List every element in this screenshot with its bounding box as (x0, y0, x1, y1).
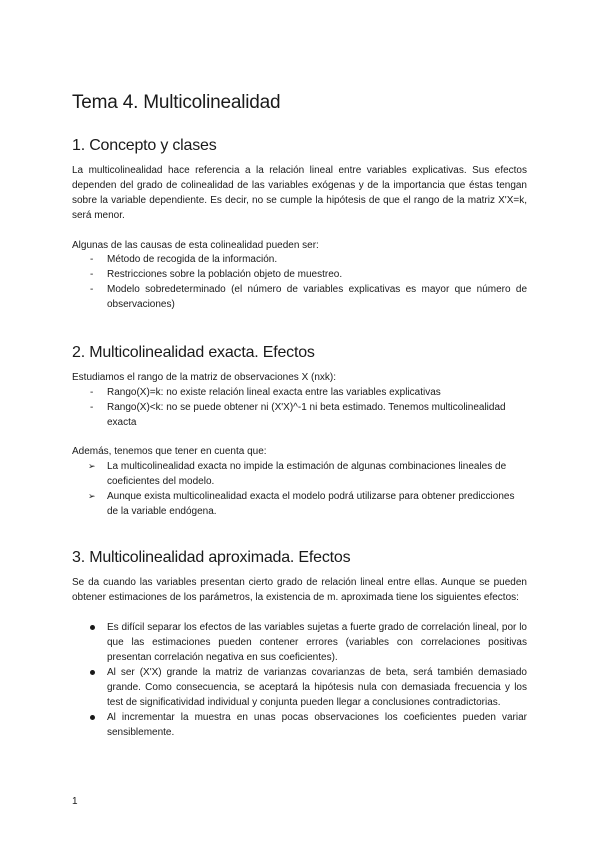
dash-marker: - (90, 402, 94, 413)
arrow-bullet-icon: ➢ (88, 491, 96, 501)
dash-marker: - (90, 387, 94, 398)
bullet-icon (90, 715, 95, 720)
section-2-heading: 2. Multicolinealidad exacta. Efectos (72, 344, 315, 361)
dash-marker: - (90, 254, 94, 265)
list-item: - Restricciones sobre la población objeto de muestreo. (90, 269, 343, 280)
bullet-icon (90, 670, 95, 675)
section-1-heading: 1. Concepto y clases (72, 137, 217, 154)
section-3-effects-list (107, 620, 527, 740)
page-title: Tema 4. Multicolinealidad (72, 92, 281, 113)
list-item: - Rango(X)=k: no existe relación lineal exacta entre las variables explicativas (90, 387, 441, 398)
list-item: - Rango(X)<k: no se puede obtener ni (X'X)^-1 ni beta estimado. Tenemos multicolinealidad exacta (90, 402, 506, 428)
dash-marker: - (90, 284, 94, 295)
section-2-intro: Estudiamos el rango de la matriz de observaciones X (nxk): (72, 372, 337, 383)
arrow-bullet-icon: ➢ (88, 461, 96, 471)
section-1-causes-list (90, 252, 527, 312)
list-item: - Método de recogida de la información. (90, 254, 278, 265)
list-item: ➢ Aunque exista multicolinealidad exacta el modelo podrá utilizarse para obtener predicciones de la variable endógena. (88, 491, 515, 517)
list-item: - Modelo sobredeterminado (el número de variables explicativas es mayor que número de observaciones) (90, 284, 527, 310)
dash-marker: - (90, 269, 94, 280)
section-1-paragraph: La multicolinealidad hace referencia a la relación lineal entre variables explicativas. Sus efectos dependen del grado de colinealidad de las variables exógenas y de la importancia que éstas tengan sobre la variable dependiente. Es decir, no se cumple la hipótesis de que el rango de la matriz X'X=k, será menor. (72, 165, 527, 221)
list-item: ➢ La multicolinealidad exacta no impide la estimación de algunas combinaciones lineales de coeficientes del modelo. (88, 461, 507, 487)
section-3-paragraph: Se da cuando las variables presentan cierto grado de relación lineal entre ellas. Aunque se pueden obtener estimaciones de los parámetros, la existencia de m. aproximada tiene los siguientes efectos: (72, 577, 527, 603)
list-item: Al ser (X'X) grande la matriz de varianzas covarianzas de beta, será también demasiado grande. Como consecuencia, se aceptará la hipótesis nula con demasiada frecuencia y los test de significatividad individual y conjunta pueden llegar a conclusiones contradictorias. (107, 665, 527, 710)
section-2-notes-list (88, 459, 527, 519)
list-item: Al incrementar la muestra en unas pocas observaciones los coeficientes pueden variar sensiblemente. (107, 710, 527, 740)
bullet-icon (90, 625, 95, 630)
section-2-rank-list (90, 385, 527, 430)
list-item: Es difícil separar los efectos de las variables sujetas a fuerte grado de correlación lineal, por lo que las estimaciones pueden contener errores (variables con correlaciones positivas presentan correlación negativa en sus coeficientes). (107, 620, 527, 665)
section-3-heading: 3. Multicolinealidad aproximada. Efectos (72, 549, 351, 566)
page-number: 1 (72, 796, 78, 807)
section-1-intro: Algunas de las causas de esta colinealidad pueden ser: (72, 240, 319, 251)
section-2-intro-2: Además, tenemos que tener en cuenta que: (72, 446, 267, 457)
